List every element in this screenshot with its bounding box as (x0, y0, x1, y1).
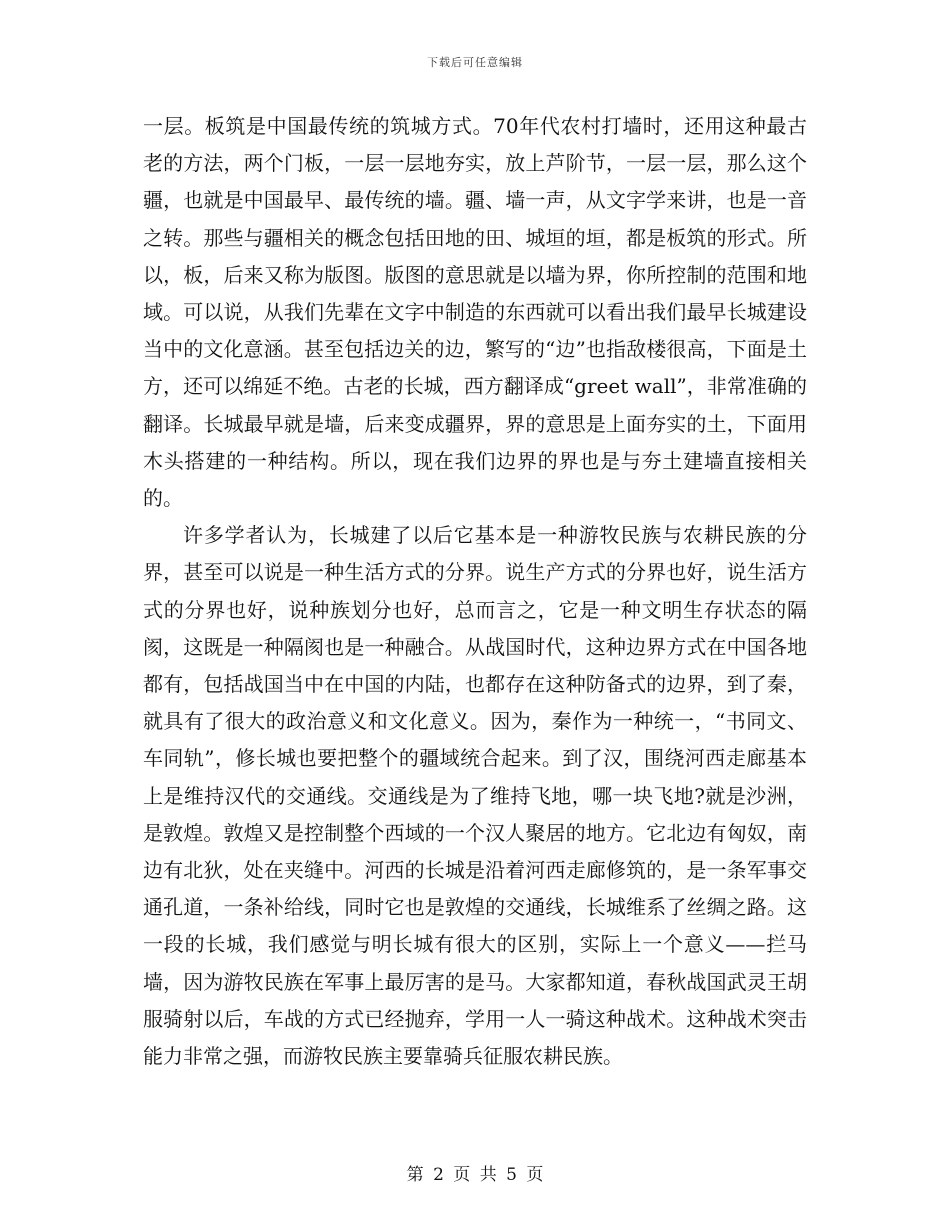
page-number-footer: 第 2 页 共 5 页 (406, 1165, 544, 1185)
paragraph: 许多学者认为，长城建了以后它基本是一种游牧民族与农耕民族的分界，甚至可以说是一种生活方式的分界。说生产方式的分界也好，说生活方式的分界也好，说种族划分也好，总而言之，它是一种文明生存状态的隔阂，这既是一种隔阂也是一种融合。从战国时代，这种边界方式在中国各地都有，包括战国当中在中国的内陆，也都存在这种防备式的边界，到了秦，就具有了很大的政治意义和文化意义。因为，秦作为一种统一，“书同文、车同轨”，修长城也要把整个的疆域统合起来。到了汉，围绕河西走廊基本上是维持汉代的交通线。交通线是为了维持飞地，哪一块飞地?就是沙洲，是敦煌。敦煌又是控制整个西域的一个汉人聚居的地方。它北边有匈奴，南边有北狄，处在夹缝中。河西的长城是沿着河西走廊修筑的，是一条军事交通孔道，一条补给线，同时它也是敦煌的交通线，长城维系了丝绸之路。这一段的长城，我们感觉与明长城有很大的区别，实际上一个意义——拦马墙，因为游牧民族在军事上最厉害的是马。大家都知道，春秋战国武灵王胡服骑射以后，车战的方式已经抛弃，学用一人一骑这种战术。这种战术突击能力非常之强，而游牧民族主要靠骑兵征服农耕民族。 (143, 523, 807, 1069)
document-body (143, 108, 807, 1075)
page-header: 下载后可任意编辑 (427, 56, 523, 69)
paragraph-continued: 一层。板筑是中国最传统的筑城方式。70年代农村打墙时，还用这种最古老的方法，两个门板，一层一层地夯实，放上芦阶节，一层一层，那么这个疆，也就是中国最早、最传统的墙。疆、墙一声，从文字学来讲，也是一音之转。那些与疆相关的概念包括田地的田、城垣的垣，都是板筑的形式。所以，板，后来又称为版图。版图的意思就是以墙为界，你所控制的范围和地域。可以说，从我们先辈在文字中制造的东西就可以看出我们最早长城建设当中的文化意涵。甚至包括边关的边，繁写的“边”也指敌楼很高，下面是土方，还可以绵延不绝。古老的长城，西方翻译成“greet wall”，非常准确的翻译。长城最早就是墙，后来变成疆界，界的意思是上面夯实的土，下面用木头搭建的一种结构。所以，现在我们边界的界也是与夯土建墙直接相关的。 (143, 114, 807, 511)
